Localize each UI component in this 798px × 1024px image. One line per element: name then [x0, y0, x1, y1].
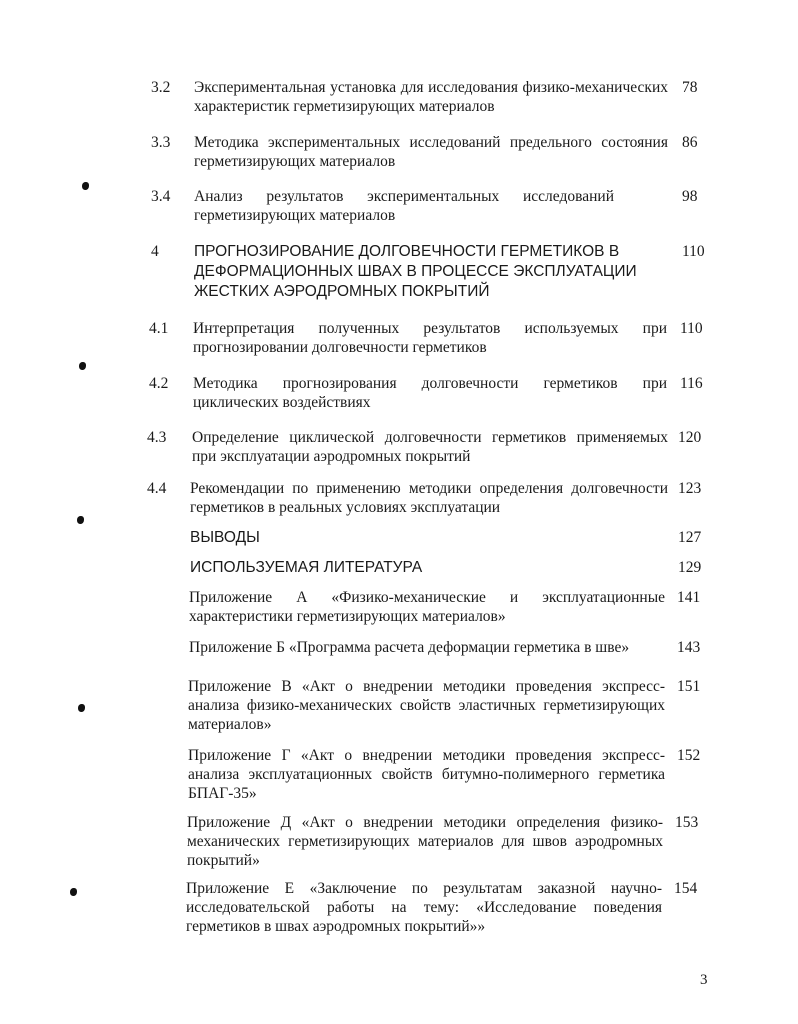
toc-title: Рекомендации по применению методики определения долговечности герметиков в реальных условиях эксплуатации: [190, 480, 668, 516]
toc-page: 110: [680, 320, 703, 337]
toc-title: Приложение А «Физико-механические и эксплуатационные характеристики герметизирующих материалов»: [189, 589, 665, 625]
toc-title: Приложение Б «Программа расчета деформации герметика в шве»: [189, 639, 630, 656]
toc-number: 3.2: [151, 79, 171, 96]
toc-page: 153: [675, 814, 699, 831]
margin-mark: [78, 704, 85, 712]
toc-page: 86: [682, 134, 698, 151]
toc-number: 3.4: [151, 188, 171, 205]
toc-title: Анализ результатов экспериментальных исследований герметизирующих материалов: [194, 188, 614, 224]
toc-title: Методика прогнозирования долговечности герметиков при циклических воздействиях: [193, 375, 667, 411]
toc-page: 152: [677, 747, 701, 764]
toc-title: Методика экспериментальных исследований предельного состояния герметизирующих материалов: [194, 134, 668, 170]
toc-page: 116: [680, 375, 703, 392]
page-number: 3: [700, 972, 708, 988]
toc-page: 143: [677, 639, 701, 656]
toc-page: 141: [677, 589, 701, 606]
toc-number: 4.1: [149, 320, 169, 337]
toc-page: 154: [674, 880, 698, 897]
toc-page: 120: [678, 429, 702, 446]
margin-mark: [79, 362, 86, 370]
toc-title: Приложение Е «Заключение по результатам заказной научно-исследовательской работы на тему: «Исследование поведения герметиков в швах аэродромных покрытий»»: [186, 880, 662, 935]
toc-title: Приложение Д «Акт о внедрении методики определения физико-механических герметизирующих материалов для швов аэродромных покрытий»: [187, 814, 663, 869]
margin-mark: [82, 182, 89, 190]
toc-title: Интерпретация полученных результатов используемых при прогнозировании долговечности герметиков: [193, 320, 667, 356]
toc-page: 151: [677, 678, 701, 695]
toc-title: ПРОГНОЗИРОВАНИЕ ДОЛГОВЕЧНОСТИ ГЕРМЕТИКОВ В ДЕФОРМАЦИОННЫХ ШВАХ В ПРОЦЕССЕ ЭКСПЛУАТАЦИИ ЖЕСТКИХ АЭРОДРОМНЫХ ПОКРЫТИЙ: [194, 243, 637, 300]
toc-page: 129: [678, 559, 702, 576]
toc-number: 4.3: [147, 429, 167, 446]
toc-title: Определение циклической долговечности герметиков применяемых при эксплуатации аэродромных покрытий: [192, 429, 668, 465]
toc-title: ВЫВОДЫ: [190, 529, 260, 546]
toc-title: Приложение В «Акт о внедрении методики проведения экспресс-анализа физико-механических свойств эластичных герметизирующих материалов»: [188, 678, 665, 733]
toc-title: ИСПОЛЬЗУЕМАЯ ЛИТЕРАТУРА: [190, 559, 423, 576]
toc-number: 3.3: [151, 134, 171, 151]
toc-number: 4: [151, 243, 159, 260]
toc-page: 98: [682, 188, 698, 205]
toc-page: 123: [678, 480, 702, 497]
toc-number: 4.2: [149, 375, 169, 392]
toc-page: 110: [682, 243, 705, 260]
toc-title: Экспериментальная установка для исследования физико-механических характеристик герметизирующих материалов: [194, 79, 668, 115]
toc-page: 127: [678, 529, 702, 546]
margin-mark: [70, 888, 77, 896]
toc-title: Приложение Г «Акт о внедрении методики проведения экспресс-анализа эксплуатационных свойств битумно-полимерного герметика БПАГ-35»: [188, 747, 665, 802]
toc-page: 78: [682, 79, 698, 96]
toc-number: 4.4: [147, 480, 167, 497]
margin-mark: [77, 516, 84, 524]
